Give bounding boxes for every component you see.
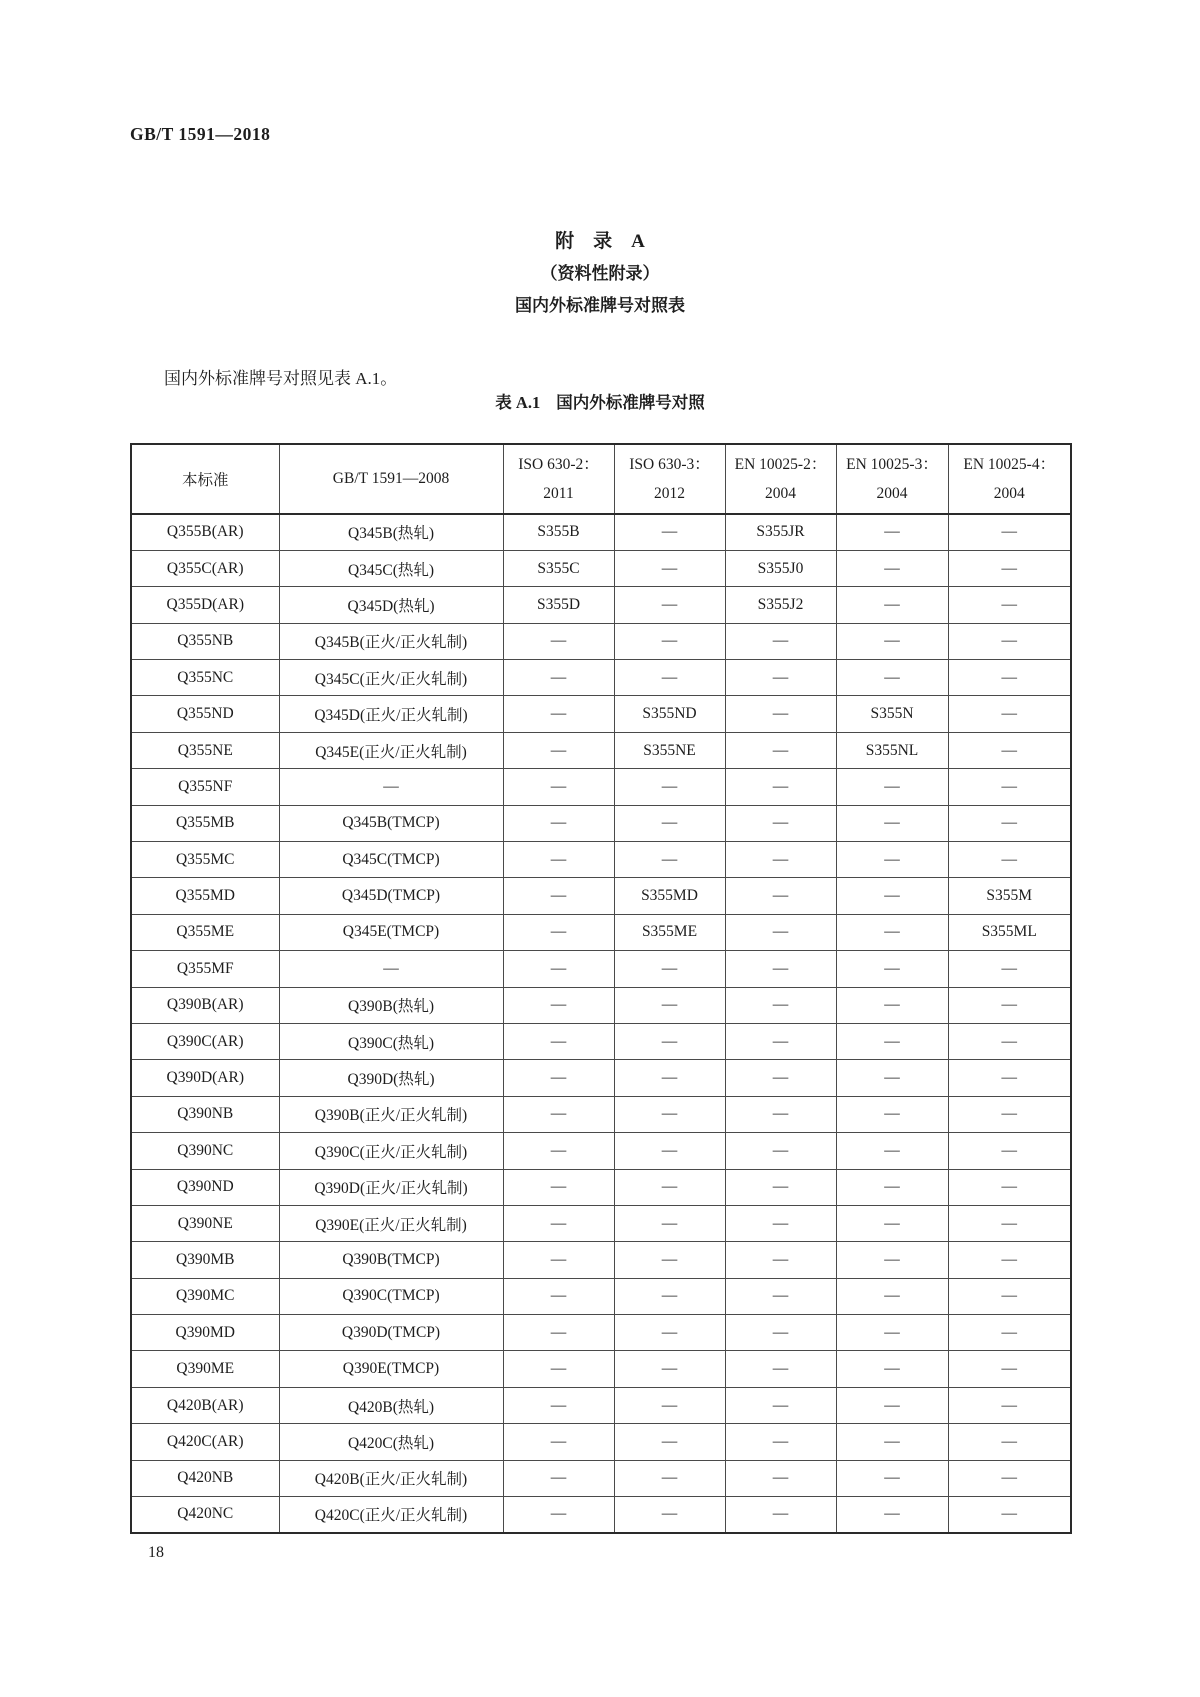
- table-cell: —: [725, 1278, 836, 1314]
- table-row: [131, 1497, 1071, 1533]
- table-cell: Q345C(TMCP): [279, 842, 503, 878]
- table-cell: S355ME: [614, 914, 725, 950]
- table-cell: —: [725, 1023, 836, 1059]
- table-cell: —: [614, 1278, 725, 1314]
- table-header-text: 2012: [654, 485, 685, 502]
- table-cell: —: [503, 1133, 614, 1169]
- table-cell: Q345B(正火/正火轧制): [279, 623, 503, 659]
- table-cell: —: [948, 1497, 1071, 1533]
- table-cell: —: [948, 732, 1071, 768]
- table-cell: —: [614, 660, 725, 696]
- table-cell: —: [836, 1169, 948, 1205]
- table-cell: —: [503, 1023, 614, 1059]
- table-cell: —: [948, 1315, 1071, 1351]
- table-cell: —: [503, 914, 614, 950]
- table-header-row: [131, 444, 1071, 514]
- table-cell: —: [836, 1497, 948, 1533]
- table-cell: —: [503, 1242, 614, 1278]
- table-cell: S355NL: [836, 732, 948, 768]
- table-cell: —: [614, 1133, 725, 1169]
- table-cell: Q390B(AR): [131, 987, 279, 1023]
- table-cell: Q420B(热轧): [279, 1387, 503, 1423]
- table-cell: —: [503, 1387, 614, 1423]
- table-cell: —: [725, 732, 836, 768]
- table-body: [131, 514, 1071, 1533]
- table-cell: —: [279, 951, 503, 987]
- table-cell: —: [725, 914, 836, 950]
- table-cell: S355M: [948, 878, 1071, 914]
- table-row: [131, 769, 1071, 805]
- appendix-heading: 国内外标准牌号对照表: [515, 296, 685, 315]
- table-cell: —: [614, 550, 725, 586]
- table-row: [131, 878, 1071, 914]
- table-cell: —: [948, 696, 1071, 732]
- table-cell: —: [948, 587, 1071, 623]
- table-cell: Q355MB: [131, 805, 279, 841]
- table-cell: Q390E(正火/正火轧制): [279, 1205, 503, 1241]
- table-cell: —: [614, 1424, 725, 1460]
- table-cell: —: [836, 1133, 948, 1169]
- table-header-text: EN 10025-3：: [846, 456, 938, 473]
- table-cell: —: [725, 987, 836, 1023]
- table-cell: —: [614, 587, 725, 623]
- table-cell: Q390C(TMCP): [279, 1278, 503, 1314]
- table-cell: Q345E(TMCP): [279, 914, 503, 950]
- table-cell: —: [836, 514, 948, 550]
- table-cell: —: [725, 696, 836, 732]
- table-cell: S355D: [503, 587, 614, 623]
- table-cell: —: [836, 1096, 948, 1132]
- table-cell: —: [503, 732, 614, 768]
- table-cell: —: [614, 951, 725, 987]
- table-cell: —: [836, 1315, 948, 1351]
- table-header-text: 2004: [765, 485, 796, 502]
- table-cell: Q355MF: [131, 951, 279, 987]
- table-cell: —: [725, 1133, 836, 1169]
- table-row: [131, 514, 1071, 550]
- table-cell: —: [725, 623, 836, 659]
- table-row: [131, 1351, 1071, 1387]
- table-cell: Q345C(热轧): [279, 550, 503, 586]
- table-cell: —: [503, 1060, 614, 1096]
- table-cell: —: [614, 842, 725, 878]
- table-cell: Q420C(正火/正火轧制): [279, 1497, 503, 1533]
- table-row: [131, 587, 1071, 623]
- appendix-title: 附 录 A: [555, 231, 645, 252]
- table-cell: —: [725, 1315, 836, 1351]
- table-cell: —: [948, 1351, 1071, 1387]
- table-cell: —: [948, 660, 1071, 696]
- table-row: [131, 732, 1071, 768]
- table-cell: —: [614, 623, 725, 659]
- table-cell: —: [503, 878, 614, 914]
- table-cell: Q390B(正火/正火轧制): [279, 1096, 503, 1132]
- table-cell: —: [836, 550, 948, 586]
- table-cell: Q355NB: [131, 623, 279, 659]
- table-cell: —: [725, 1060, 836, 1096]
- table-row: [131, 660, 1071, 696]
- table-cell: Q355NC: [131, 660, 279, 696]
- table-cell: —: [614, 514, 725, 550]
- table-cell: Q355NE: [131, 732, 279, 768]
- table-cell: S355C: [503, 550, 614, 586]
- table-cell: —: [725, 805, 836, 841]
- table-cell: —: [503, 1096, 614, 1132]
- table-cell: Q390ME: [131, 1351, 279, 1387]
- table-cell: —: [725, 1242, 836, 1278]
- table-cell: Q390MC: [131, 1278, 279, 1314]
- table-cell: —: [503, 805, 614, 841]
- table-row: [131, 951, 1071, 987]
- table-cell: Q390C(热轧): [279, 1023, 503, 1059]
- table-cell: S355JR: [725, 514, 836, 550]
- table-header-text: EN 10025-2：: [734, 456, 827, 473]
- table-cell: —: [503, 623, 614, 659]
- table-cell: —: [725, 951, 836, 987]
- table-cell: Q390B(TMCP): [279, 1242, 503, 1278]
- table-row: [131, 1096, 1071, 1132]
- table-cell: —: [503, 1169, 614, 1205]
- table-row: [131, 1205, 1071, 1241]
- table-cell: S355ND: [614, 696, 725, 732]
- table-header-cell: [614, 444, 725, 514]
- table-cell: —: [503, 1278, 614, 1314]
- table-cell: Q355C(AR): [131, 550, 279, 586]
- table-cell: —: [836, 1060, 948, 1096]
- table-header-text: EN 10025-4：: [963, 456, 1056, 473]
- table-cell: Q355ME: [131, 914, 279, 950]
- table-header-text: 2004: [993, 485, 1025, 502]
- table-cell: —: [614, 1060, 725, 1096]
- comparison-table: [130, 443, 1072, 1534]
- table-cell: —: [503, 842, 614, 878]
- table-cell: —: [948, 1460, 1071, 1496]
- table-cell: —: [725, 1387, 836, 1423]
- table-row: [131, 623, 1071, 659]
- table-cell: Q390NE: [131, 1205, 279, 1241]
- table-cell: S355ML: [948, 914, 1071, 950]
- table-cell: Q355ND: [131, 696, 279, 732]
- table-cell: Q420NB: [131, 1460, 279, 1496]
- table-header-text: 2011: [543, 485, 574, 502]
- table-cell: —: [948, 769, 1071, 805]
- table-cell: —: [948, 987, 1071, 1023]
- table-cell: —: [725, 842, 836, 878]
- table-cell: Q355D(AR): [131, 587, 279, 623]
- table-cell: —: [725, 1351, 836, 1387]
- table-cell: Q355MC: [131, 842, 279, 878]
- table-cell: Q355NF: [131, 769, 279, 805]
- table-cell: —: [503, 660, 614, 696]
- table-cell: —: [836, 1205, 948, 1241]
- table-cell: —: [948, 1169, 1071, 1205]
- table-cell: Q390E(TMCP): [279, 1351, 503, 1387]
- table-header: [131, 444, 1071, 514]
- table-cell: —: [836, 842, 948, 878]
- table-cell: —: [725, 660, 836, 696]
- table-row: [131, 696, 1071, 732]
- table-cell: —: [614, 1169, 725, 1205]
- table-cell: —: [948, 1060, 1071, 1096]
- table-cell: —: [614, 1205, 725, 1241]
- table-cell: —: [614, 1497, 725, 1533]
- table-cell: Q345C(正火/正火轧制): [279, 660, 503, 696]
- table-cell: —: [836, 1023, 948, 1059]
- table-row: [131, 1424, 1071, 1460]
- table-cell: —: [725, 878, 836, 914]
- table-cell: —: [836, 951, 948, 987]
- table-cell: S355N: [836, 696, 948, 732]
- table-cell: Q390MB: [131, 1242, 279, 1278]
- page-number: 18: [148, 1544, 164, 1561]
- table-cell: —: [948, 1387, 1071, 1423]
- table-row: [131, 1315, 1071, 1351]
- table-cell: —: [836, 1460, 948, 1496]
- table-cell: Q345E(正火/正火轧制): [279, 732, 503, 768]
- standard-code: GB/T 1591—2018: [130, 124, 271, 144]
- table-cell: —: [725, 1169, 836, 1205]
- table-header-cell: [836, 444, 948, 514]
- table-cell: —: [948, 1278, 1071, 1314]
- table-cell: Q420C(热轧): [279, 1424, 503, 1460]
- table-cell: —: [503, 1205, 614, 1241]
- table-cell: —: [948, 1133, 1071, 1169]
- table-cell: —: [614, 1023, 725, 1059]
- table-cell: Q345B(TMCP): [279, 805, 503, 841]
- table-cell: —: [614, 769, 725, 805]
- table-cell: —: [948, 951, 1071, 987]
- table-cell: —: [725, 1096, 836, 1132]
- table-header-cell: [725, 444, 836, 514]
- table-cell: —: [948, 550, 1071, 586]
- table-cell: —: [279, 769, 503, 805]
- table-cell: Q345D(正火/正火轧制): [279, 696, 503, 732]
- table-cell: —: [948, 1096, 1071, 1132]
- table-row: [131, 1133, 1071, 1169]
- table-cell: —: [725, 1460, 836, 1496]
- table-cell: —: [503, 951, 614, 987]
- table-header-text: ISO 630-3：: [629, 456, 710, 473]
- table-caption: [0, 389, 1200, 413]
- table-cell: —: [614, 987, 725, 1023]
- table-cell: —: [948, 842, 1071, 878]
- table-cell: —: [836, 1387, 948, 1423]
- table-cell: Q420NC: [131, 1497, 279, 1533]
- table-cell: —: [503, 987, 614, 1023]
- table-cell: —: [503, 1315, 614, 1351]
- table-cell: —: [614, 1242, 725, 1278]
- table-cell: Q420C(AR): [131, 1424, 279, 1460]
- table-header-text: ISO 630-2：: [518, 456, 599, 473]
- intro-paragraph: 国内外标准牌号对照见表 A.1。: [164, 369, 398, 388]
- table-cell: —: [725, 1205, 836, 1241]
- table-row: [131, 1169, 1071, 1205]
- table-cell: —: [948, 1424, 1071, 1460]
- table-row: [131, 1278, 1071, 1314]
- table-cell: —: [614, 805, 725, 841]
- table-cell: —: [614, 1387, 725, 1423]
- table-caption-title: 国内外标准牌号对照: [556, 393, 705, 412]
- table-row: [131, 914, 1071, 950]
- table-cell: —: [725, 769, 836, 805]
- table-row: [131, 842, 1071, 878]
- table-cell: —: [948, 623, 1071, 659]
- table-cell: Q390MD: [131, 1315, 279, 1351]
- table-cell: S355MD: [614, 878, 725, 914]
- table-cell: —: [725, 1424, 836, 1460]
- table-cell: Q390C(正火/正火轧制): [279, 1133, 503, 1169]
- table-cell: —: [836, 1278, 948, 1314]
- table-cell: Q390ND: [131, 1169, 279, 1205]
- table-cell: —: [836, 1242, 948, 1278]
- table-cell: Q345D(TMCP): [279, 878, 503, 914]
- table-cell: Q390C(AR): [131, 1023, 279, 1059]
- table-cell: Q390D(AR): [131, 1060, 279, 1096]
- table-header-text: 2004: [876, 485, 908, 502]
- table-cell: Q390D(TMCP): [279, 1315, 503, 1351]
- table-cell: Q355B(AR): [131, 514, 279, 550]
- table-row: [131, 1460, 1071, 1496]
- table-cell: —: [948, 1205, 1071, 1241]
- table-header-cell: [503, 444, 614, 514]
- table-cell: —: [503, 1460, 614, 1496]
- table-row: [131, 1242, 1071, 1278]
- table-cell: Q420B(AR): [131, 1387, 279, 1423]
- appendix-subtitle: （资料性附录）: [540, 264, 660, 283]
- table-caption-label: 表 A.1: [495, 393, 541, 412]
- table-cell: —: [948, 805, 1071, 841]
- table-cell: Q420B(正火/正火轧制): [279, 1460, 503, 1496]
- table-header-cell: [131, 444, 279, 514]
- table-cell: —: [836, 805, 948, 841]
- table-cell: —: [614, 1315, 725, 1351]
- table-cell: S355B: [503, 514, 614, 550]
- table-cell: —: [836, 878, 948, 914]
- table-cell: Q390NB: [131, 1096, 279, 1132]
- table-cell: —: [836, 587, 948, 623]
- table-row: [131, 1023, 1071, 1059]
- table-cell: —: [725, 1497, 836, 1533]
- table-cell: Q390D(正火/正火轧制): [279, 1169, 503, 1205]
- table-cell: —: [948, 514, 1071, 550]
- table-cell: Q345B(热轧): [279, 514, 503, 550]
- table-row: [131, 1060, 1071, 1096]
- table-cell: —: [503, 1497, 614, 1533]
- table-cell: —: [948, 1023, 1071, 1059]
- table-header-cell: [279, 444, 503, 514]
- table-cell: —: [503, 696, 614, 732]
- table-cell: S355J0: [725, 550, 836, 586]
- table-cell: —: [836, 769, 948, 805]
- table-cell: —: [836, 623, 948, 659]
- table-cell: —: [503, 1351, 614, 1387]
- table-cell: S355NE: [614, 732, 725, 768]
- table-cell: —: [503, 1424, 614, 1460]
- table-cell: S355J2: [725, 587, 836, 623]
- table-cell: —: [836, 987, 948, 1023]
- table-cell: Q355MD: [131, 878, 279, 914]
- table-cell: —: [503, 769, 614, 805]
- table-row: [131, 1387, 1071, 1423]
- table-cell: —: [836, 1424, 948, 1460]
- table-row: [131, 550, 1071, 586]
- table-row: [131, 987, 1071, 1023]
- table-cell: —: [614, 1460, 725, 1496]
- table-cell: —: [836, 1351, 948, 1387]
- table-cell: —: [614, 1351, 725, 1387]
- table-cell: Q390B(热轧): [279, 987, 503, 1023]
- table-cell: —: [948, 1242, 1071, 1278]
- table-cell: —: [614, 1096, 725, 1132]
- table-header-cell: [948, 444, 1071, 514]
- table-cell: Q345D(热轧): [279, 587, 503, 623]
- table-cell: Q390NC: [131, 1133, 279, 1169]
- table-row: [131, 805, 1071, 841]
- table-cell: —: [836, 914, 948, 950]
- table-cell: —: [836, 660, 948, 696]
- table-header-text: 本标准: [181, 472, 229, 489]
- table-cell: Q390D(热轧): [279, 1060, 503, 1096]
- table-header-text: GB/T 1591—2008: [332, 470, 450, 487]
